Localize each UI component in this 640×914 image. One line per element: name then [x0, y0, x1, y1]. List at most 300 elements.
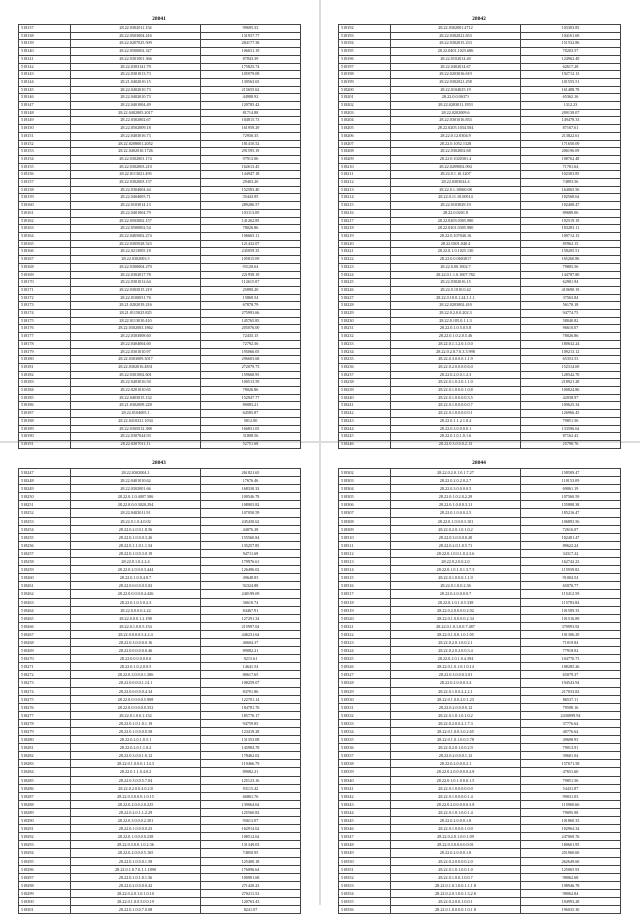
row-amount-cell: 101509.33: [521, 606, 621, 614]
row-id-cell: 518281: [19, 744, 71, 752]
row-id-cell: 518190: [19, 433, 71, 441]
row-code-cell: 28.22.0.2.0.0.4.0.2.8: [71, 784, 201, 792]
table-row: [19, 477, 301, 485]
table-row: [19, 906, 301, 914]
row-amount-cell: 178462.02: [201, 752, 301, 760]
row-amount-cell: 54431.87: [521, 784, 621, 792]
row-id-cell: 518195: [339, 48, 391, 56]
table-row: [19, 897, 301, 905]
row-code-cell: 28.22.0302021.258: [391, 78, 521, 86]
row-code-cell: 28.22.0.0.0603017: [391, 256, 521, 264]
row-id-cell: 518165: [19, 240, 71, 248]
row-id-cell: 518276: [19, 703, 71, 711]
row-id-cell: 518347: [339, 833, 391, 841]
row-code-cell: 28.22.0.1.0.1025.130: [391, 248, 521, 256]
row-code-cell: 28.22.0.2.0.0.2.0.225: [71, 800, 201, 808]
row-id-cell: 518144: [19, 78, 71, 86]
table-row: [19, 25, 301, 33]
row-id-cell: 518315: [339, 574, 391, 582]
row-code-cell: 28.22.0301.040.4: [391, 240, 521, 248]
row-code-cell: 28.22.0102014.40: [391, 55, 521, 63]
row-id-cell: 518228: [339, 302, 391, 310]
table-row: [19, 800, 301, 808]
row-id-cell: 518182: [19, 371, 71, 379]
table-row: [19, 217, 301, 225]
table-row: [19, 379, 301, 387]
row-id-cell: 518183: [19, 379, 71, 387]
row-code-cell: 28.22.0302002.68: [391, 148, 521, 156]
row-id-cell: 518306: [339, 501, 391, 509]
table-row: [19, 889, 301, 897]
row-code-cell: 28.22.0.1.0.5.0.5.8: [391, 325, 521, 333]
row-amount-cell: 29403.20: [201, 179, 301, 187]
row-amount-cell: 15869.54: [201, 294, 301, 302]
row-code-cell: 28.22.0301013.73: [71, 71, 201, 79]
row-code-cell: 28.21.0115025.825: [71, 310, 201, 318]
row-id-cell: 518172: [19, 294, 71, 302]
row-amount-cell: 121432.07: [201, 240, 301, 248]
row-id-cell: 518180: [19, 356, 71, 364]
row-amount-cell: 179976.61: [201, 558, 301, 566]
row-id-cell: 518243: [339, 417, 391, 425]
row-id-cell: 518159: [19, 194, 71, 202]
row-code-cell: 28.22.0.1.0.0.0.3.11: [391, 501, 521, 509]
row-amount-cell: 175825.74: [201, 63, 301, 71]
row-id-cell: 518286: [19, 784, 71, 792]
row-code-cell: 28.22.0.1.0.1.0.1.0.14: [391, 663, 521, 671]
table-row: [19, 117, 301, 125]
row-code-cell: 28.22.0410231.1034: [71, 417, 201, 425]
row-amount-cell: 100824.86: [521, 387, 621, 395]
row-amount-cell: 40776.64: [521, 728, 621, 736]
row-code-cell: 28.22.0.2.0.0.1.0.0.1: [391, 897, 521, 905]
row-id-cell: 518272: [19, 671, 71, 679]
row-code-cell: 28.22.0.1.0.1.0.1.56: [71, 873, 201, 881]
table-row: [19, 533, 301, 541]
row-id-cell: 518356: [339, 906, 391, 914]
row-amount-cell: 89082.21: [201, 768, 301, 776]
row-id-cell: 518327: [339, 671, 391, 679]
row-id-cell: 518242: [339, 410, 391, 418]
table-row: [339, 63, 621, 71]
row-amount-cell: 100901.68: [201, 873, 301, 881]
row-code-cell: 28.22.0.1.0.1.0.0.1.0: [391, 865, 521, 873]
table-row: [339, 317, 621, 325]
row-amount-cell: 98062.68: [521, 873, 621, 881]
row-id-cell: 518149: [19, 117, 71, 125]
row-id-cell: 518335: [339, 736, 391, 744]
row-id-cell: 518204: [339, 117, 391, 125]
row-id-cell: 518139: [19, 40, 71, 48]
row-amount-cell: 139064.64: [201, 800, 301, 808]
row-code-cell: 28.22.0.1.0.0.1.0.2.3.6: [391, 549, 521, 557]
row-id-cell: 518301: [19, 906, 71, 914]
row-amount-cell: 270211.52: [201, 889, 301, 897]
row-code-cell: 28.22.0.2.0.0.0.0.0.3.8: [391, 800, 521, 808]
row-id-cell: 518339: [339, 768, 391, 776]
row-id-cell: 518313: [339, 558, 391, 566]
row-id-cell: 518146: [19, 94, 71, 102]
row-amount-cell: 158205.51: [521, 248, 621, 256]
row-amount-cell: 97913.06: [201, 155, 301, 163]
table-row: [19, 638, 301, 646]
row-amount-cell: 446231.64: [201, 630, 301, 638]
row-id-cell: 518164: [19, 232, 71, 240]
row-amount-cell: 135257.85: [201, 541, 301, 549]
table-row: [339, 310, 621, 318]
row-id-cell: 518205: [339, 125, 391, 133]
table-row: [19, 425, 301, 433]
table-row: [339, 217, 621, 225]
table-row: [339, 379, 621, 387]
table-row: [339, 671, 621, 679]
table-row: [19, 566, 301, 574]
row-code-cell: 28.22.0305028.523: [71, 240, 201, 248]
table-row: [339, 865, 621, 873]
row-code-cell: 28.22.0.2.0.1.0.1.7.27: [391, 469, 521, 477]
row-id-cell: 518292: [19, 833, 71, 841]
row-id-cell: 518280: [19, 736, 71, 744]
row-id-cell: 518197: [339, 63, 391, 71]
row-amount-cell: 206196.09: [521, 148, 621, 156]
row-amount-cell: 79805.56: [521, 263, 621, 271]
row-code-cell: 28.22.0405002.274: [71, 232, 201, 240]
row-amount-cell: 47651.60: [521, 768, 621, 776]
table-row: [339, 371, 621, 379]
row-code-cell: 28.22.0303015.219: [71, 286, 201, 294]
row-code-cell: 28.22.0.3.0.0.1.0.12: [71, 752, 201, 760]
row-id-cell: 518196: [339, 55, 391, 63]
row-amount-cell: 103113.09: [201, 209, 301, 217]
row-id-cell: 518230: [339, 317, 391, 325]
row-code-cell: 28.22.0.1.0.4007.306: [71, 493, 201, 501]
row-id-cell: 518333: [339, 719, 391, 727]
row-code-cell: 28.22.0.2.0.1.1.2.29: [71, 808, 201, 816]
table-row: [339, 340, 621, 348]
row-amount-cell: 120785.42: [201, 102, 301, 110]
row-id-cell: 518194: [339, 40, 391, 48]
row-code-cell: 28.22.0.1.0.0.1.132: [71, 711, 201, 719]
row-amount-cell: 410690.19: [521, 286, 621, 294]
row-id-cell: 518189: [19, 425, 71, 433]
row-code-cell: 28.21.0302009.228: [71, 402, 201, 410]
row-code-cell: 28.22.0.1.0.0.1.0.1.05: [391, 630, 521, 638]
row-amount-cell: 100546.78: [201, 493, 301, 501]
table-row: [339, 833, 621, 841]
row-amount-cell: 25790.76: [521, 440, 621, 448]
table-row: [19, 279, 301, 287]
row-id-cell: 518173: [19, 302, 71, 310]
row-amount-cell: 161959.29: [201, 125, 301, 133]
row-id-cell: 518279: [19, 728, 71, 736]
row-id-cell: 518265: [19, 614, 71, 622]
row-code-cell: 28.22.0.1.0.1.0.1.3.7.3: [391, 566, 521, 574]
row-amount-cell: 180632.24: [521, 340, 621, 348]
row-id-cell: 518255: [19, 533, 71, 541]
table-row: [339, 256, 621, 264]
row-id-cell: 518199: [339, 78, 391, 86]
row-code-cell: 28.22.0.1010.0.42: [391, 286, 521, 294]
row-amount-cell: 89622.24: [521, 541, 621, 549]
row-id-cell: 518202: [339, 102, 391, 110]
table-row: [19, 417, 301, 425]
row-amount-cell: 145765.85: [201, 317, 301, 325]
row-amount-cell: 213822.61: [521, 132, 621, 140]
table-row: [339, 501, 621, 509]
row-amount-cell: 84467.91: [201, 606, 301, 614]
row-amount-cell: 105979.08: [201, 71, 301, 79]
row-amount-cell: 89083.21: [201, 402, 301, 410]
row-code-cell: 28.22.0203.0305.980: [391, 217, 521, 225]
row-id-cell: 518223: [339, 263, 391, 271]
row-id-cell: 518185: [19, 394, 71, 402]
row-id-cell: 518141: [19, 55, 71, 63]
row-id-cell: 518264: [19, 606, 71, 614]
row-id-cell: 518175: [19, 317, 71, 325]
table-row: [339, 294, 621, 302]
table-row: [339, 225, 621, 233]
table-row: [339, 752, 621, 760]
row-code-cell: 28.22.0502009.18: [71, 125, 201, 133]
table-row: [19, 32, 301, 40]
row-amount-cell: 159668.95: [201, 371, 301, 379]
row-id-cell: 518298: [19, 881, 71, 889]
row-amount-cell: 195066.05: [201, 348, 301, 356]
row-amount-cell: 157671.58: [521, 760, 621, 768]
row-id-cell: 518178: [19, 340, 71, 348]
row-code-cell: 28.22.0100031.76: [71, 294, 201, 302]
row-code-cell: 28.22.0.1.0.0.0.1.1.0: [391, 574, 521, 582]
table-row: [19, 317, 301, 325]
row-code-cell: 28.22.0.0.0.3020.294: [71, 501, 201, 509]
row-id-cell: 518148: [19, 109, 71, 117]
row-code-cell: 28.22.0.1.0.0.0.0.0.7: [391, 402, 521, 410]
row-code-cell: 28.22.0.1.0.1.0.1.6: [391, 433, 521, 441]
table-row: [19, 719, 301, 727]
row-code-cell: 28.22.0.2.0.0.0.1.0: [391, 849, 521, 857]
row-amount-cell: 49648.83: [201, 574, 301, 582]
row-amount-cell: 247069.76: [521, 833, 621, 841]
table-row: [19, 574, 301, 582]
row-amount-cell: 52751.68: [201, 440, 301, 448]
row-amount-cell: 108003.82: [201, 501, 301, 509]
row-id-cell: 518247: [19, 469, 71, 477]
row-code-cell: 28.22.0.3.0.0.0.0.0.01: [391, 841, 521, 849]
table-row: [339, 102, 621, 110]
table-row: [19, 655, 301, 663]
table-row: [19, 485, 301, 493]
row-amount-cell: 133596.64: [521, 425, 621, 433]
row-code-cell: 28.22.0.1.0.0.0.1.0.0: [391, 825, 521, 833]
row-code-cell: 28.22.0.0.0.0.2.22: [71, 606, 201, 614]
table-row: [19, 63, 301, 71]
row-id-cell: 518285: [19, 776, 71, 784]
row-code-cell: 28.22.0402005.2017: [71, 109, 201, 117]
row-id-cell: 518236: [339, 363, 391, 371]
row-code-cell: 28.22.0.1.0.0.0.0.58: [71, 728, 201, 736]
row-amount-cell: 74893.56: [521, 179, 621, 187]
row-amount-cell: 5812.00: [201, 417, 301, 425]
row-code-cell: 28.22.0.0.0.0.0.5.908: [71, 695, 201, 703]
row-id-cell: 518346: [339, 825, 391, 833]
row-code-cell: 28.22.0.2.0.1.1.0.2: [71, 744, 201, 752]
table-row: [19, 225, 301, 233]
row-id-cell: 518212: [339, 179, 391, 187]
row-id-cell: 518218: [339, 225, 391, 233]
row-id-cell: 518225: [339, 279, 391, 287]
table-row: [19, 736, 301, 744]
table-row: [339, 711, 621, 719]
table-row: [339, 32, 621, 40]
row-amount-cell: 176096.64: [201, 865, 301, 873]
row-amount-cell: 215655.62: [201, 86, 301, 94]
panel-title: 28042: [472, 16, 486, 22]
row-code-cell: 28.22.0.1.1.0.4.0.2: [71, 768, 201, 776]
table-row: [19, 792, 301, 800]
table-row: [339, 186, 621, 194]
table-row: [19, 363, 301, 371]
row-code-cell: 28.22.0301002.601: [71, 371, 201, 379]
row-code-cell: 28.22.0.2.0.0.0.3.444: [71, 566, 201, 574]
table-row: [19, 394, 301, 402]
row-amount-cell: 126966.45: [521, 410, 621, 418]
table-row: [339, 433, 621, 441]
row-code-cell: 28.22.0302011.154: [71, 25, 201, 33]
row-id-cell: 518210: [339, 163, 391, 171]
row-amount-cell: 184781.76: [201, 703, 301, 711]
row-id-cell: 518329: [339, 687, 391, 695]
table-row: [19, 163, 301, 171]
table-row: [19, 109, 301, 117]
row-amount-cell: 87843.39: [201, 55, 301, 63]
row-amount-cell: 115939.82: [521, 566, 621, 574]
row-id-cell: 518294: [19, 849, 71, 857]
table-row: [19, 294, 301, 302]
row-id-cell: 518311: [339, 541, 391, 549]
row-code-cell: 28.22.0.3.0.0.0.0.5: [391, 485, 521, 493]
row-code-cell: 28.22.0.2.0.0.0.0.42: [71, 881, 201, 889]
row-amount-cell: 14641.54: [201, 663, 301, 671]
row-id-cell: 518289: [19, 808, 71, 816]
table-row: [19, 808, 301, 816]
table-row: [339, 558, 621, 566]
row-code-cell: 28.22.0302021.653: [391, 32, 521, 40]
row-amount-cell: 105815.09: [201, 256, 301, 264]
row-code-cell: 28.22.0302003.210: [71, 163, 201, 171]
table-row: [19, 194, 301, 202]
row-id-cell: 518325: [339, 655, 391, 663]
table-row: [339, 800, 621, 808]
row-id-cell: 518283: [19, 760, 71, 768]
table-row: [19, 94, 301, 102]
row-amount-cell: 192519.19: [521, 217, 621, 225]
row-amount-cell: 185776.17: [201, 711, 301, 719]
row-code-cell: 28.22.0202009.6: [391, 109, 521, 117]
row-id-cell: 518288: [19, 800, 71, 808]
table-row: [19, 469, 301, 477]
table-row: [339, 889, 621, 897]
row-code-cell: 28.22.0.105.0.1.1.3: [391, 317, 521, 325]
row-code-cell: 28.22.0203002.410: [391, 302, 521, 310]
table-row: [339, 525, 621, 533]
row-id-cell: 518334: [339, 728, 391, 736]
row-id-cell: 518295: [19, 857, 71, 865]
row-code-cell: 28.22.0404005.71: [71, 194, 201, 202]
row-amount-cell: 72792.36: [201, 340, 301, 348]
row-id-cell: 518176: [19, 325, 71, 333]
table-row: [19, 209, 301, 217]
table-row: [19, 517, 301, 525]
row-code-cell: 28.22.0401010.62: [71, 477, 201, 485]
row-amount-cell: 96610.07: [521, 325, 621, 333]
row-amount-cell: 102401.47: [521, 533, 621, 541]
row-code-cell: 28.22.0302003.5: [71, 256, 201, 264]
row-id-cell: 518203: [339, 109, 391, 117]
row-amount-cell: 34317.22: [521, 549, 621, 557]
row-code-cell: 28.22.0305012.388: [71, 425, 201, 433]
row-code-cell: 28.22.0303024.4: [391, 179, 521, 187]
row-code-cell: 28.22.0.3.0.0.1.0.2.36: [71, 841, 201, 849]
row-code-cell: 28.22.0.1.0.0.2.36: [391, 582, 521, 590]
table-row: [19, 179, 301, 187]
row-code-cell: 28.22.0.3.0.0.0.2.301: [71, 817, 201, 825]
row-id-cell: 518219: [339, 232, 391, 240]
row-code-cell: 28.22.0.0.0.0.5.4.2.4: [71, 630, 201, 638]
row-amount-cell: 126496.02: [201, 566, 301, 574]
table-row: [339, 792, 621, 800]
row-code-cell: 28.22.0103014.13: [71, 202, 201, 210]
row-code-cell: 28.22.0.1.0.2.0.5.46: [391, 333, 521, 341]
table-row: [19, 356, 301, 364]
row-amount-cell: 115412.59: [521, 590, 621, 598]
table-row: [19, 325, 301, 333]
row-amount-cell: 192712.13: [521, 71, 621, 79]
table-row: [19, 873, 301, 881]
row-id-cell: 518163: [19, 225, 71, 233]
table-row: [19, 40, 301, 48]
table-row: [19, 630, 301, 638]
row-code-cell: 28.22.0.1.0.2.2.4: [71, 558, 201, 566]
row-id-cell: 518309: [339, 525, 391, 533]
row-code-cell: 28.22.0303008.60: [71, 333, 201, 341]
row-code-cell: 28.22.0403015.132: [71, 394, 201, 402]
row-amount-cell: 152947.77: [201, 394, 301, 402]
row-id-cell: 518215: [339, 202, 391, 210]
row-id-cell: 518142: [19, 63, 71, 71]
table-row: [19, 440, 301, 448]
row-code-cell: 28.22.0.3.0.0.0.0.16: [71, 638, 201, 646]
row-id-cell: 518140: [19, 48, 71, 56]
row-amount-cell: 101860.33: [521, 817, 621, 825]
row-id-cell: 518297: [19, 873, 71, 881]
table-row: [339, 155, 621, 163]
row-id-cell: 518322: [339, 630, 391, 638]
row-amount-cell: 72435.15: [201, 333, 301, 341]
row-code-cell: 28.22.0403016.50: [71, 379, 201, 387]
row-amount-cell: 78026.86: [201, 225, 301, 233]
row-amount-cell: 70203.57: [521, 48, 621, 56]
row-id-cell: 518330: [339, 695, 391, 703]
row-amount-cell: 36610.74: [201, 598, 301, 606]
row-amount-cell: 106631.19: [201, 48, 301, 56]
table-row: [339, 286, 621, 294]
table-row: [339, 533, 621, 541]
row-amount-cell: 108259.07: [201, 679, 301, 687]
row-id-cell: 518338: [339, 760, 391, 768]
row-id-cell: 518248: [19, 477, 71, 485]
row-code-cell: 28.22.0205.1034.504: [391, 125, 521, 133]
table-row: [339, 209, 621, 217]
